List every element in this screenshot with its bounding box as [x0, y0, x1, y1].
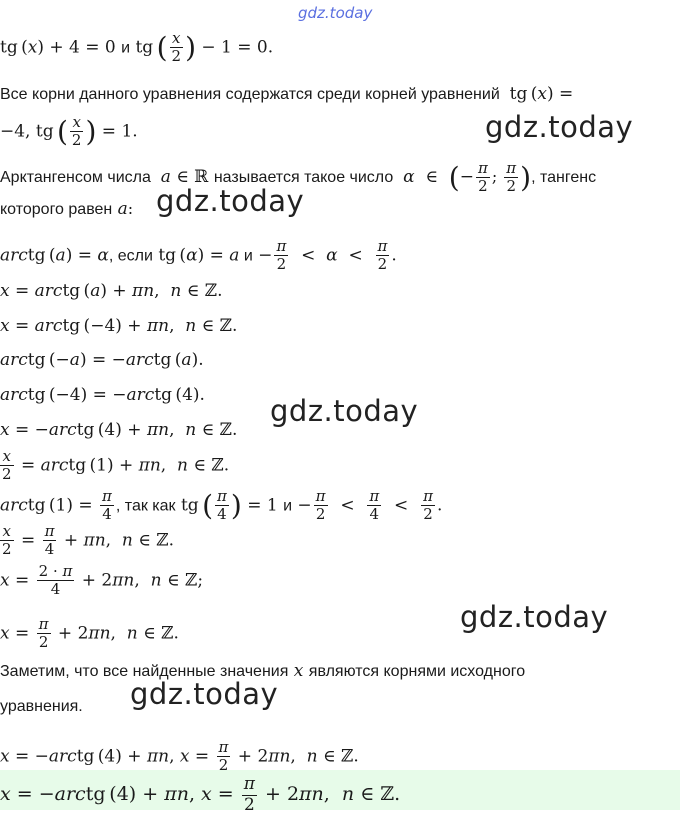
note-part-3: уравнения. [0, 698, 83, 715]
equation-line-6: arctg (−a) = −arctg (a). [0, 350, 204, 370]
equation-line-3: arctg (a) = α, если tg (α) = a и − $\frac{\pi}{2}$ < α < $\frac{\pi}{2}$ . [0, 237, 397, 274]
equation-line-8: x = −arctg (4) + πn, n ∈ ℤ. [0, 420, 238, 440]
watermark-3: gdz.today [270, 394, 419, 428]
note-paragraph-2 [0, 697, 83, 716]
equation-line-13: x = $\frac{\pi}{2}$ + 2πn, n ∈ ℤ. [0, 615, 179, 652]
note-part-2: являются корнями исходного [308, 663, 526, 680]
if-word: , если [108, 247, 153, 265]
arctan-definition: Арктангенсом числа a ∈ ℝ называется такое число α ∈ (− $\frac{\pi}{2}$ ; $\frac{\pi}{2}$ ), тангенс [0, 159, 597, 196]
watermark-5: gdz.today [130, 677, 279, 711]
since-word: , так как [115, 497, 176, 515]
watermark-2: gdz.today [156, 184, 305, 218]
conj-and: и [121, 39, 131, 57]
note-paragraph: Заметим, что все найденные значения x являются корнями исходного [0, 661, 526, 681]
roots-intro-text: Все корни данного уравнения содержатся среди корней уравнений [0, 86, 500, 103]
equation-line-7: arctg (−4) = −arctg (4). [0, 385, 205, 405]
equation-line-2: −4, tg ( $\frac{x}{2}$ ) = 1. [0, 113, 138, 150]
equation-line-4: x = arctg (a) + πn, n ∈ ℤ. [0, 281, 223, 301]
def-part-4: которого равен [0, 201, 113, 218]
note-part-1: Заметим, что все найденные значения [0, 663, 289, 680]
equation-line-14: x = −arctg (4) + πn, x = $\frac{\pi}{2}$ + 2πn, n ∈ ℤ. [0, 738, 359, 775]
equation-line-11: $\frac{x}{2}$ = $\frac{\pi}{4}$ + πn, n ∈ ℤ. [2, 522, 175, 559]
equation-line-10: arctg (1) = $\frac{\pi}{4}$ , так как tg ( $\frac{\pi}{4}$ ) = 1 и − $\frac{\pi}{2}$ < $\frac{\pi}{4}$ < $\frac{\pi}{2}$ . [0, 487, 443, 524]
equation-line-1: tg (x) + 4 = 0 и tg ( $\frac{x}{2}$ ) − 1 = 0. [0, 29, 274, 66]
watermark-1: gdz.today [485, 110, 634, 144]
conj-and-2: и [243, 247, 253, 265]
roots-intro: Все корни данного уравнения содержатся среди корней уравнений tg (x) = [0, 84, 574, 104]
equation-line-9: $\frac{x}{2}$ = arctg (1) + πn, n ∈ ℤ. [2, 447, 230, 484]
def-part-3: , тангенс [531, 168, 597, 186]
equation-line-12: x = $\frac{2 \cdot \pi}{4}$ + 2πn, n ∈ ℤ; [0, 562, 204, 599]
def-part-2: называется такое число [213, 168, 394, 186]
final-answer: x = −arctg (4) + πn, x = $\frac{\pi}{2}$ + 2πn, n ∈ ℤ. [0, 774, 401, 815]
top-watermark[interactable]: gdz.today [298, 4, 373, 22]
watermark-4: gdz.today [460, 600, 609, 634]
arctan-definition-2: которого равен a: [0, 199, 134, 219]
conj-and-3: и [283, 497, 293, 515]
equation-line-5: x = arctg (−4) + πn, n ∈ ℤ. [0, 316, 238, 336]
def-part-1: Арктангенсом числа [0, 168, 151, 186]
